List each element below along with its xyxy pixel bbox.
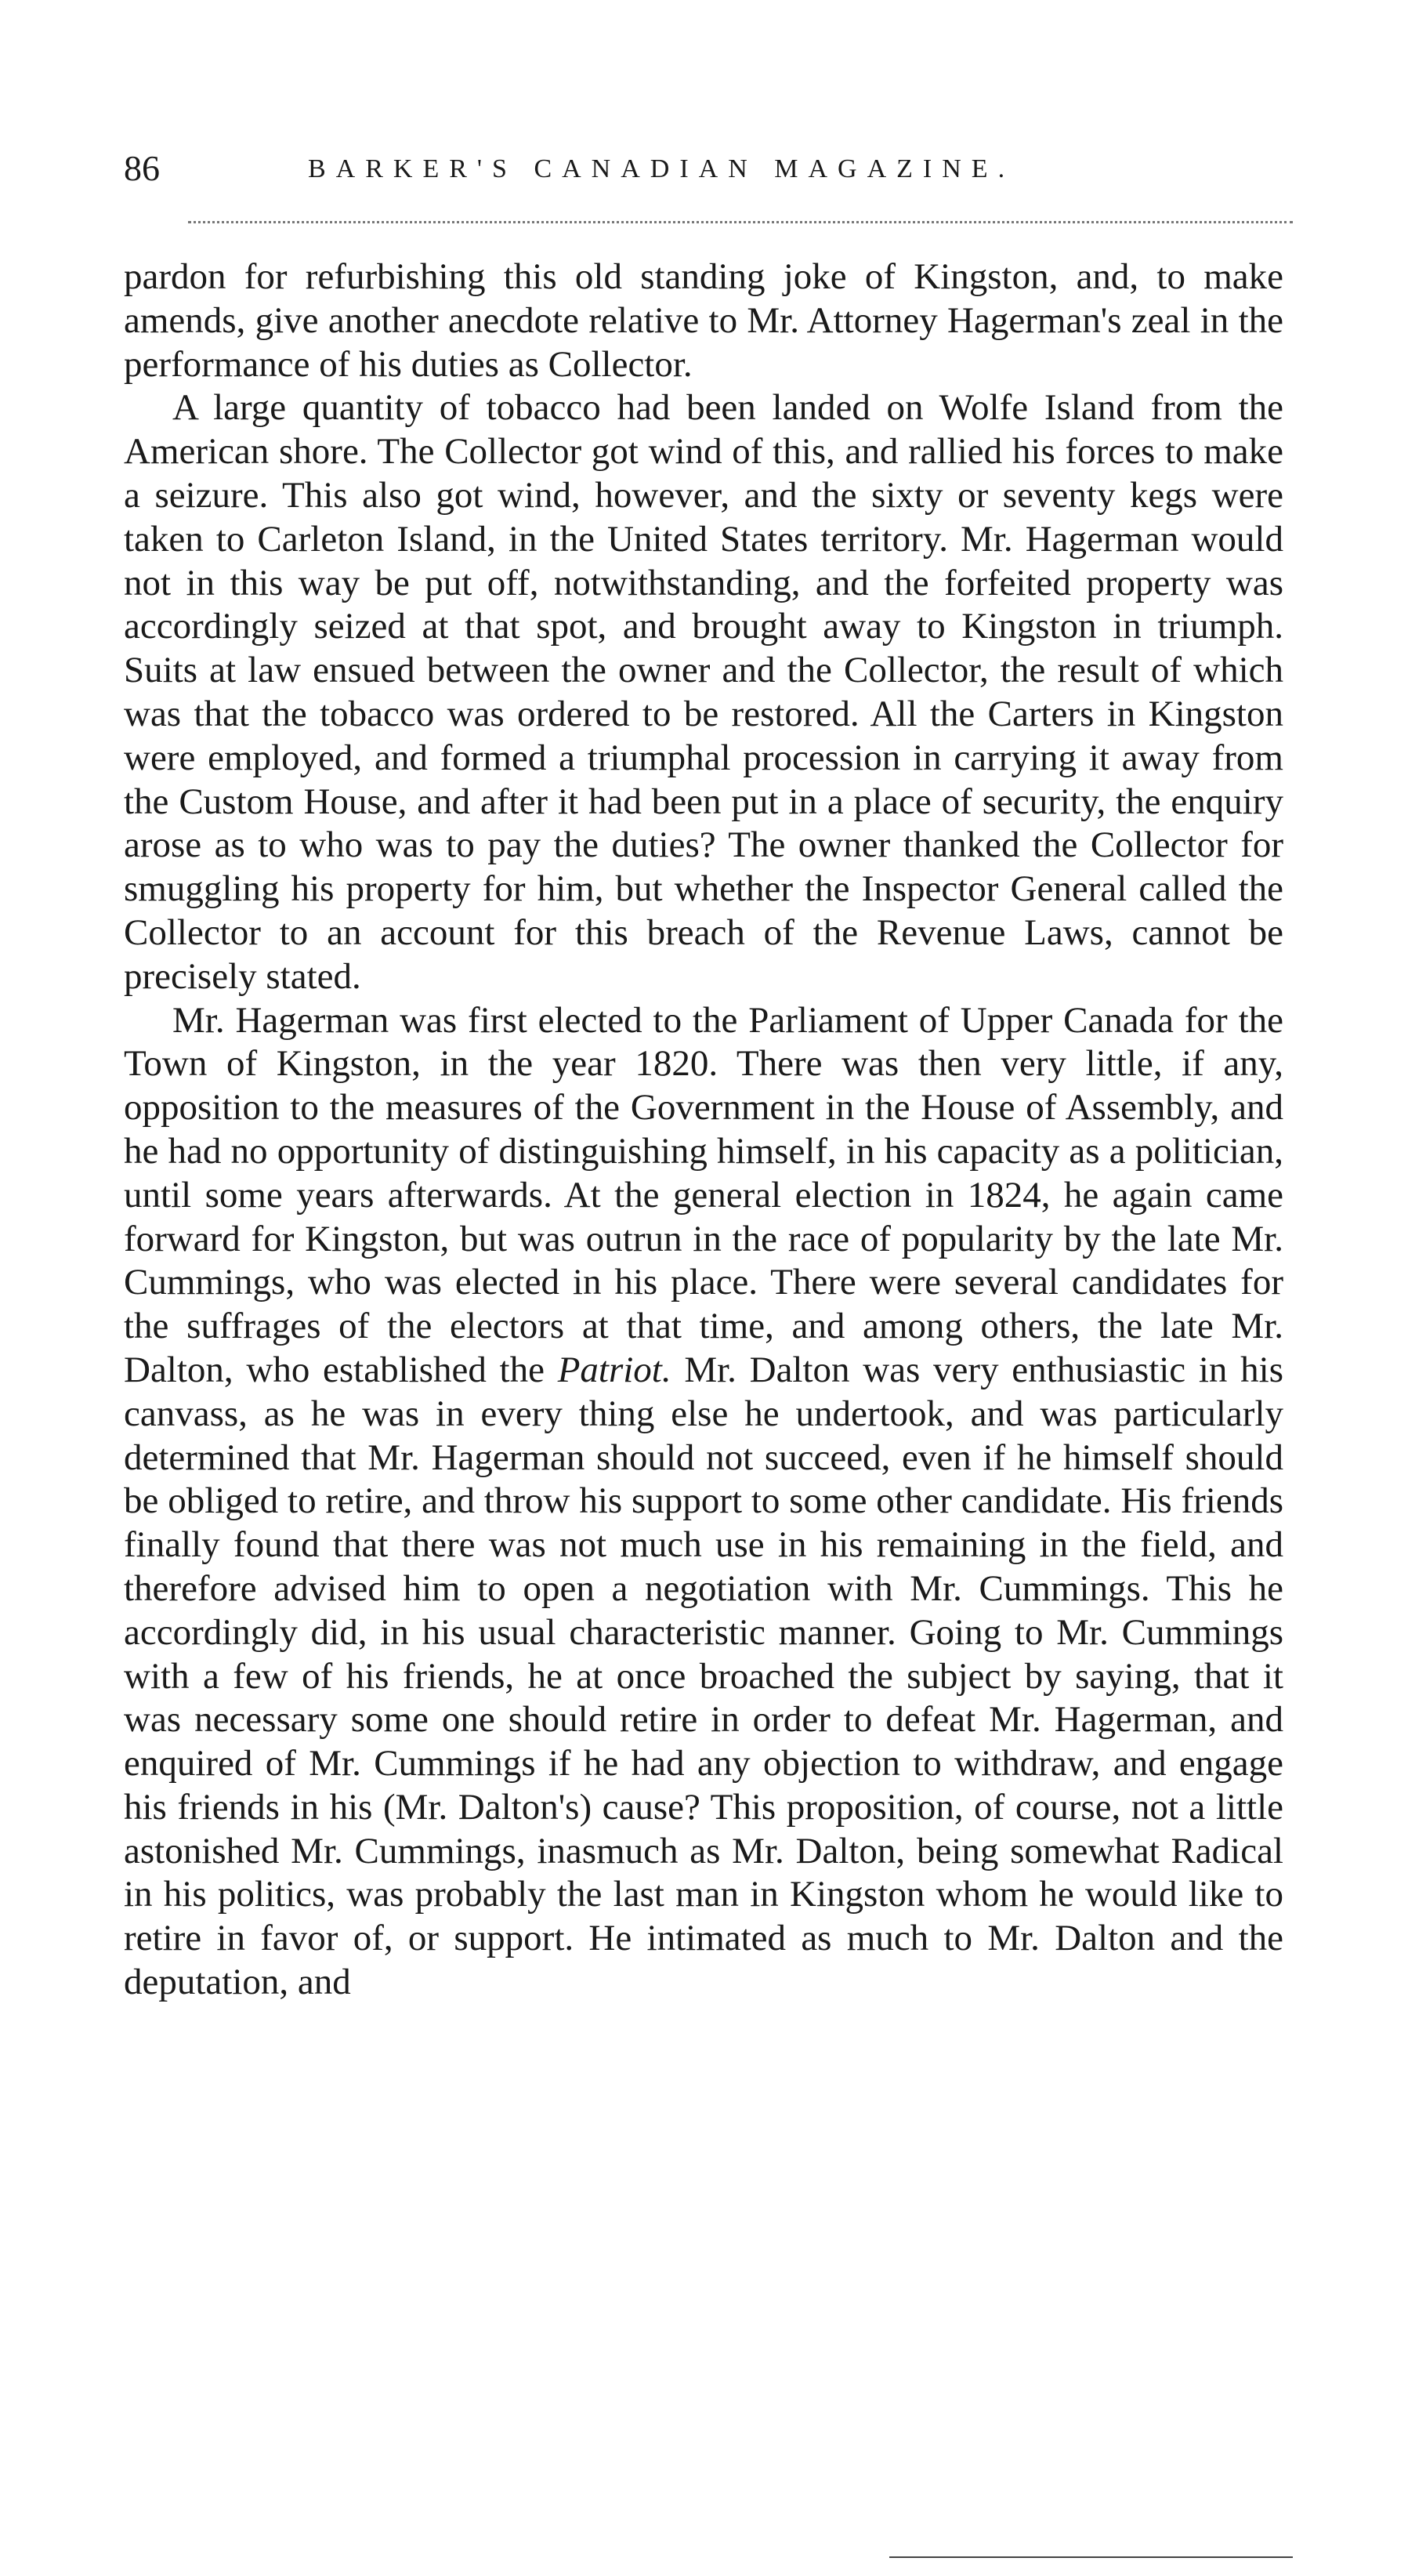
newspaper-title: Patriot. [557,1349,671,1390]
footer-rule [889,2556,1293,2558]
running-title: BARKER'S CANADIAN MAGAZINE. [308,154,1015,183]
paragraph-3 [124,999,1283,2005]
paragraph-3-text-before: Mr. Hagerman was first elected to the Parliament of Upper Canada for the Town of Kingston, in the year 1820. There was then very little, if any, opposition to the measures of the Government in the House of Assembly, and he had no opportunity of distinguishing himself, in his capacity as a politician, until some years afterwards. At the general election in 1824, he again came forward for Kingston, but was outrun in the race of popularity by the late Mr. Cummings, who was elected in his place. There were several candidates for the suffrages of the electors at that time, and among others, the late Mr. Dalton, who established the [124,999,1283,1390]
paragraph-3-text-after: Mr. Dalton was very enthusiastic in his canvass, as he was in every thing else he undertook, and was particularly determined that Mr. Hagerman should not succeed, even if he himself should be obliged to retire, and throw his support to some other candidate. His friends finally found that there was not much use in his remaining in the field, and therefore advised him to open a negotiation with Mr. Cummings. This he accordingly did, in his usual characteristic manner. Going to Mr. Cummings with a few of his friends, he at once broached the subject by saying, that it was necessary some one should retire in order to defeat Mr. Hagerman, and enquired of Mr. Cummings if he had any objection to withdraw, and engage his friends in his (Mr. Dalton's) cause? This proposition, of course, not a little astonished Mr. Cummings, inasmuch as Mr. Dalton, being somewhat Radical in his politics, was probably the last man in Kingston whom he would like to retire in favor of, or support. He intimated as much to Mr. Dalton and the deputation, and [124,1349,1283,2003]
page-number: 86 [124,148,160,188]
header-rule [188,221,1293,223]
paragraph-2: A large quantity of tobacco had been landed on Wolfe Island from the American shore. The Collector got wind of this, and rallied his forces to make a seizure. This also got wind, however, and the sixty or seventy kegs were taken to Carleton Island, in the United States territory. Mr. Hagerman would not in this way be put off, notwithstanding, and the forfeited property was accordingly seized at that spot, and brought away to Kingston in triumph. Suits at law ensued between the owner and the Collector, the result of which was that the tobacco was ordered to be restored. All the Carters in Kingston were employed, and formed a triumphal procession in carrying it away from the Custom House, and after it had been put in a place of security, the enquiry arose as to who was to pay the duties? The owner thanked the Collector for smuggling his property for him, but whether the Inspector General called the Collector to an account for this breach of the Revenue Laws, cannot be precisely stated. [124,387,1283,997]
body-text [124,255,1283,2005]
page-header [124,145,1291,200]
paragraph-1: pardon for refurbishing this old standing joke of Kingston, and, to make amends, give another anecdote relative to Mr. Attorney Hagerman's zeal in the performance of his duties as Collector. [124,256,1283,385]
